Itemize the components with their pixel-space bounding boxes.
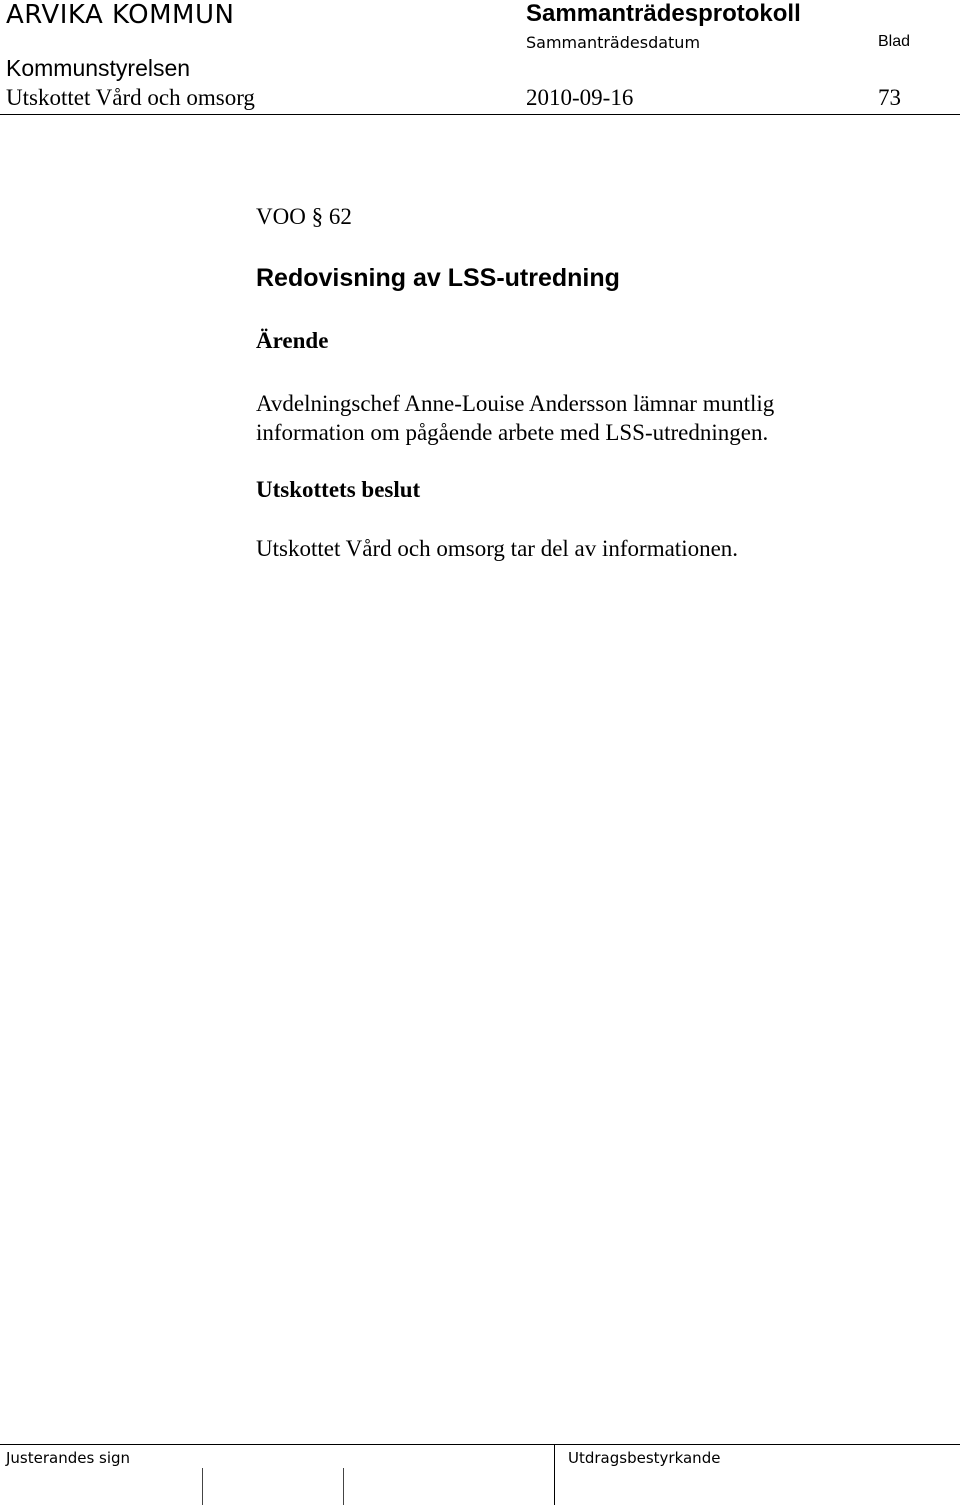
footer-column-divider — [554, 1444, 555, 1505]
signature-box-divider — [343, 1468, 344, 1505]
page-label: Blad — [878, 33, 911, 50]
justification-signature-label: Justerandes sign — [6, 1449, 131, 1467]
matter-label: Ärende — [256, 328, 329, 353]
meeting-date: 2010-09-16 — [526, 85, 634, 110]
meeting-date-label: Sammanträdesdatum — [526, 33, 701, 52]
matter-text — [256, 389, 774, 447]
header-divider — [0, 114, 960, 115]
subcommittee-name: Utskottet Vård och omsorg — [6, 85, 255, 110]
signature-box-divider — [202, 1468, 203, 1505]
decision-text: Utskottet Vård och omsorg tar del av informationen. — [256, 536, 739, 561]
certification-label: Utdragsbestyrkande — [568, 1449, 721, 1467]
organization-name: ARVIKA KOMMUN — [6, 0, 235, 30]
section-id: VOO § 62 — [256, 204, 352, 229]
committee-name: Kommunstyrelsen — [6, 55, 191, 81]
footer-divider — [0, 1444, 960, 1445]
page-number: 73 — [878, 85, 901, 110]
decision-label: Utskottets beslut — [256, 477, 421, 502]
matter-line: information om pågående arbete med LSS-utredningen. — [256, 420, 769, 445]
document-title: Sammanträdesprotokoll — [526, 0, 801, 27]
matter-line: Avdelningschef Anne-Louise Andersson lämnar muntlig — [256, 391, 775, 416]
item-heading: Redovisning av LSS-utredning — [256, 264, 620, 292]
